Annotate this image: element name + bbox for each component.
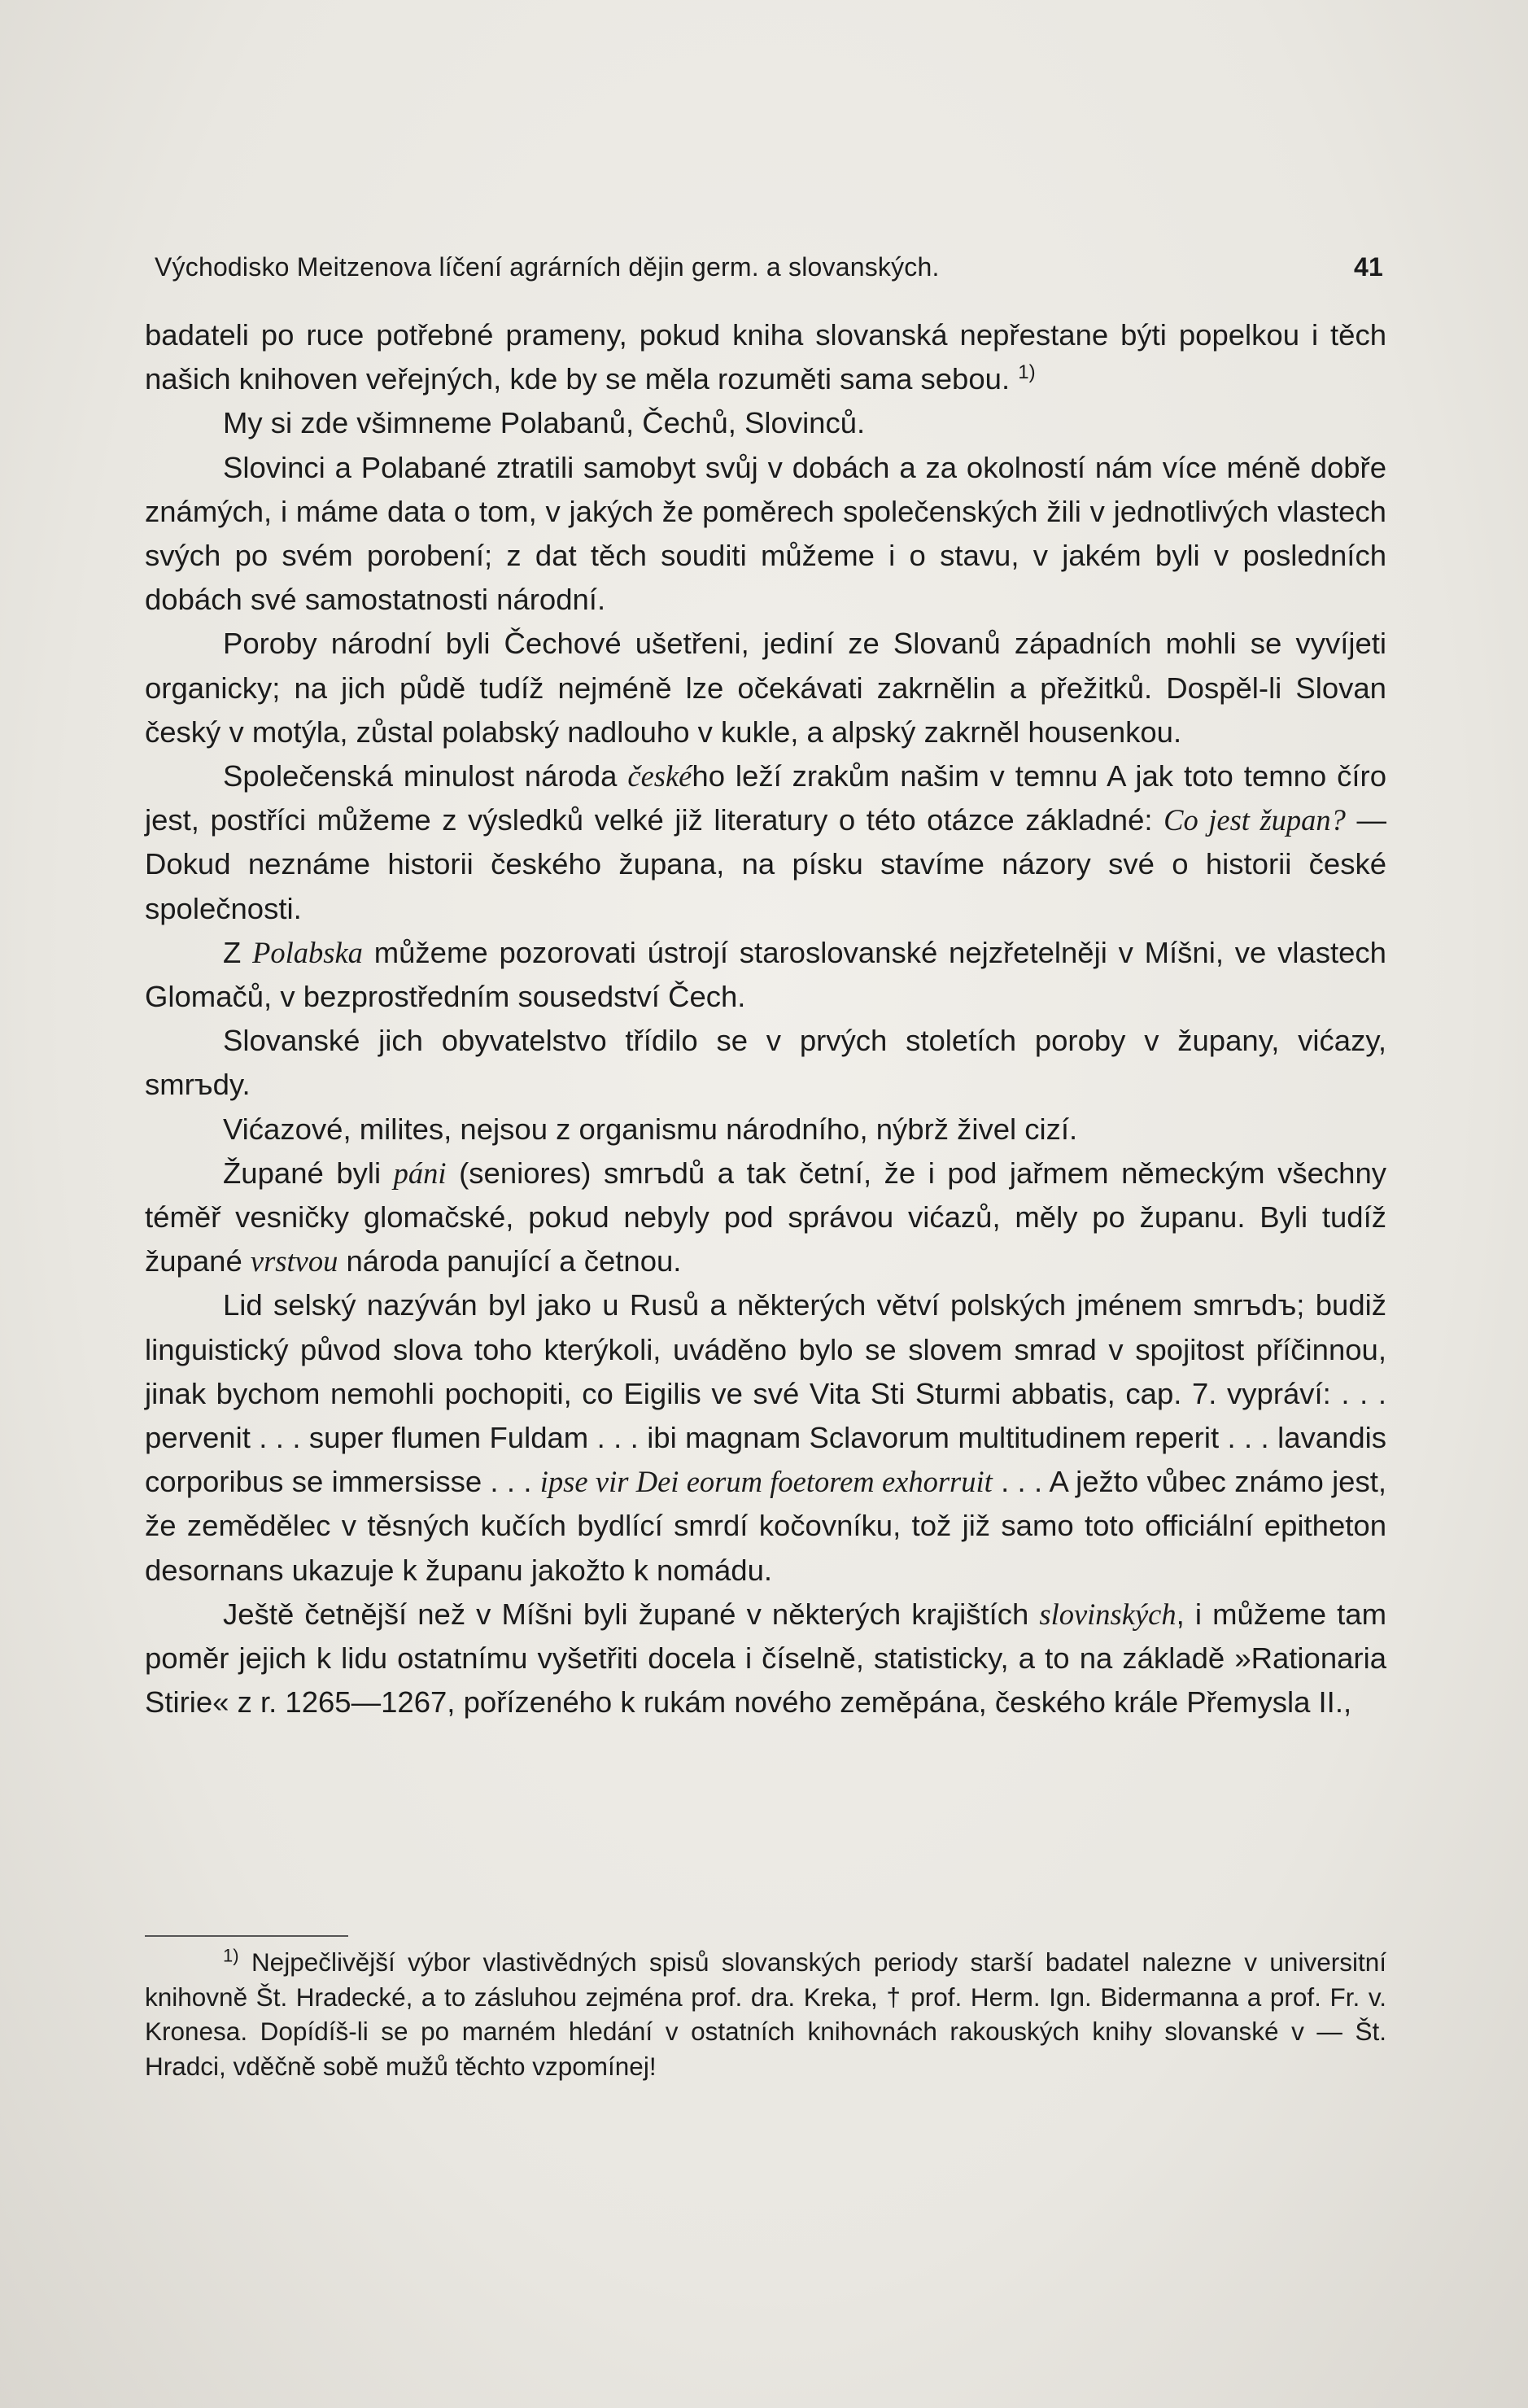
- paragraph-text: Slovanské jich obyvatelstvo třídilo se v prvých stoletích poroby v župany, vićazy, smrъdy.: [145, 1024, 1386, 1102]
- paragraph-4: [145, 622, 1386, 754]
- body-text: [145, 313, 1386, 1725]
- paragraph-text: Poroby národní byli Čechové ušetřeni, jediní ze Slovanů západních mohli se vyvíjeti organicky; na jich půdě tudíž nejméně lze očekávati zakrnělin a přežitků. Dospěl-li Slovan český v motýla, zůstal polabský nadlouho v kukle, a alpský zakrněl housenkou.: [145, 627, 1386, 749]
- italic-question: Co jest župan?: [1163, 803, 1346, 837]
- footnote-paragraph: [145, 1945, 1386, 2083]
- footnote: [145, 1945, 1386, 2083]
- paragraph-7: [145, 1019, 1386, 1107]
- paragraph-text: Župané byli: [223, 1156, 394, 1190]
- paragraph-text: Z: [223, 935, 253, 969]
- paragraph-text: Slovinci a Polabané ztratili samobyt svůj v dobách a za okolností nám více méně dobře známých, i máme data o tom, v jakých že poměrech společenských žili v jednotlivých vlastech svých po svém porobení; z dat těch souditi můžeme i o stavu, v jakém byli v posledních dobách své samostatnosti národní.: [145, 450, 1386, 617]
- running-header: [155, 252, 1383, 282]
- paragraph-text: můžeme pozorovati ústrojí staroslovanské nejzřetelněji v Míšni, ve vlastech Glomačů, v bezprostředním sousedství Čech.: [145, 935, 1386, 1014]
- italic-term: vrstvou: [250, 1244, 338, 1278]
- footnote-text: Nejpečlivější výbor vlastivědných spisů slovanských periody starší badatel nalezne v universitní knihovně Št. Hradecké, a to zásluhou zejména prof. dra. Kreka, † prof. Herm. Ign. Bidermanna a prof. Fr. v. Kronesa. Dopídíš-li se po marném hledání v ostatních knihovnách rakouských knihy slovanské v — Št. Hradci, vděčně sobě mužů těchto vzpomínej!: [145, 1947, 1386, 2081]
- italic-term: české: [627, 759, 692, 793]
- paragraph-text: My si zde všimneme Polabanů, Čechů, Slovinců.: [223, 406, 866, 440]
- footnote-reference: 1): [1018, 361, 1036, 384]
- paragraph-text: Lid selský nazýván byl jako u Rusů a některých větví polských jménem smrъdъ; budiž linguistický původ slova toho kterýkoli, uváděno bylo se slovem smrad v spojitost příčinnou, jinak bychom nemohli pochopiti, co Eigilis ve své Vita Sti Sturmi abbatis, cap. 7. vypráví: . . . pervenit . . . super flumen Fuldam . . . ibi magnam Sclavorum multitudinem reperit . . . lavandis corporibus se immersisse . . .: [145, 1288, 1386, 1499]
- paragraph-text: — Dokud neznáme historii českého župana, na písku stavíme názory své o historii české společnosti.: [145, 803, 1386, 925]
- paragraph-10: [145, 1283, 1386, 1592]
- paragraph-text: Ještě četnější než v Míšni byli župané v některých krajištích: [223, 1597, 1040, 1631]
- paragraph-text: (seniores) smrъdů a tak četní, že i pod jařmem německým všechny téměř vesničky glomačské, pokud nebyly pod správou vićazů, měly po županu. Byli tudíž župané: [145, 1156, 1386, 1278]
- paragraph-8: [145, 1108, 1386, 1152]
- paragraph-11: [145, 1593, 1386, 1725]
- paragraph-9: [145, 1152, 1386, 1284]
- italic-term: páni: [393, 1156, 447, 1190]
- paragraph-3: [145, 446, 1386, 623]
- paragraph-5: [145, 754, 1386, 931]
- paragraph-6: [145, 931, 1386, 1019]
- paragraph-text: Vićazové, milites, nejsou z organismu národního, nýbrž živel cizí.: [223, 1112, 1078, 1146]
- paragraph-text: badateli po ruce potřebné prameny, pokud kniha slovanská nepřestane býti popelkou i těch našich knihoven veřejných, kde by se měla rozuměti sama sebou.: [145, 318, 1386, 396]
- footnote-separator: [145, 1935, 348, 1937]
- italic-quotation: ipse vir Dei eorum foetorem exhorruit: [539, 1465, 993, 1499]
- footnote-marker: 1): [223, 1945, 239, 1966]
- italic-term: slovinských: [1039, 1597, 1177, 1631]
- paragraph-2: [145, 401, 1386, 445]
- paragraph-text: národa panující a četnou.: [338, 1244, 682, 1278]
- paragraph-text: . . . A ježto vůbec známo jest, že zemědělec v těsných kučích bydlící smrdí kočovníku, tož již samo toto officiální epitheton desornans ukazuje k županu jakožto k nomádu.: [145, 1465, 1387, 1587]
- paragraph-text: ho leží zrakům našim v temnu A jak toto temno číro jest, postříci můžeme z výsledků velké již literatury o této otázce základné:: [145, 759, 1386, 837]
- paragraph-text: , i můžeme tam poměr jejich k lidu ostatnímu vyšetřiti docela i číselně, statisticky, a to na základě »Rationaria Stirie« z r. 1265—1267, pořízeného k rukám nového zeměpána, českého krále Přemysla II.,: [145, 1597, 1386, 1720]
- paragraph-text: Společenská minulost národa: [223, 759, 628, 793]
- page-number: 41: [1354, 252, 1383, 282]
- italic-term: Polabska: [252, 935, 363, 969]
- running-title: Východisko Meitzenova líčení agrárních dějin germ. a slovanských.: [155, 252, 940, 282]
- paragraph-1: [145, 313, 1386, 401]
